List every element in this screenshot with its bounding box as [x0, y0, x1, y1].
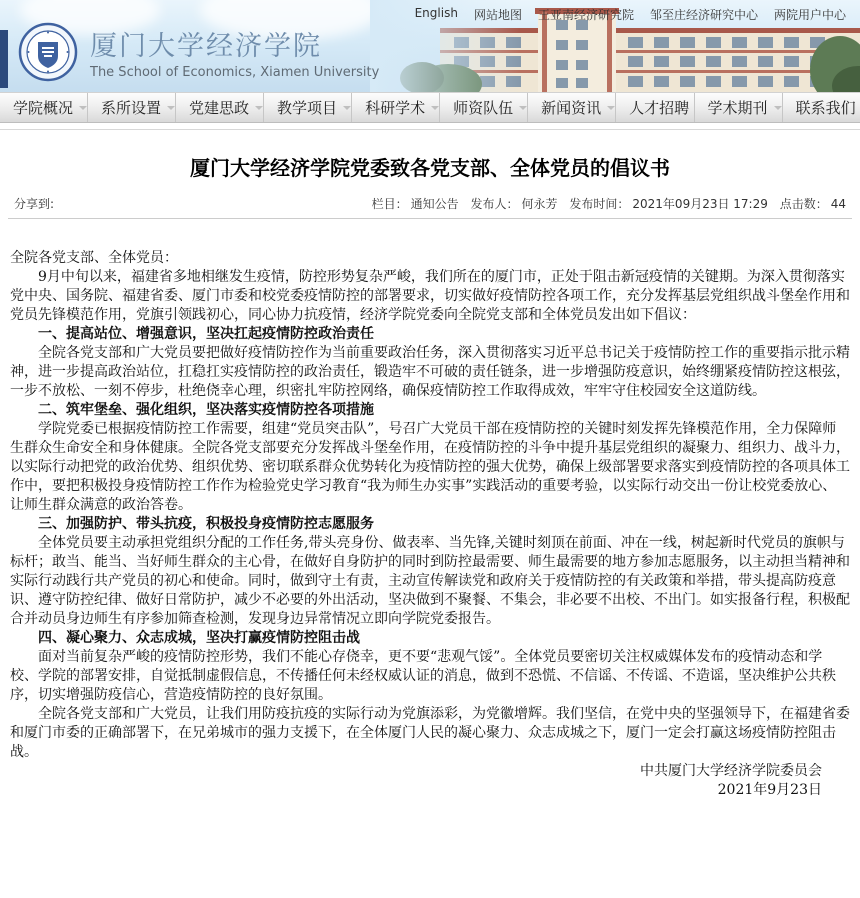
nav-item-programs[interactable] — [263, 93, 351, 122]
section-2-body: 学院党委已根据疫情防控工作需要，组建“党员突击队”，号召广大党员干部在疫情防控的关键时刻发挥先锋模范作用，全力保障师生群众生命安全和身体健康。全院各党支部要充分发挥战斗堡垒作用，在疫情防控的斗争中提升基层党组织的凝聚力、组织力、战斗力，以实际行动把党的政治优势、组织优势、密切联系群众优势转化为疫情防控的强大优势，确保上级部署要求落实到疫情防控的各项具体工作中，要把积极投身疫情防控工作作为检验党史学习教育“我为师生办实事”实践活动的重要考验，以实际行动交出一份让校党委放心、让师生群众满意的政治答卷。 — [10, 421, 850, 513]
nav-item-label: 学术期刊 — [707, 99, 768, 117]
closing-paragraph: 全院各党支部和广大党员，让我们用防疫抗疫的实际行动为党旗添彩，为党徽增辉。我们坚信，在党中央的坚强领导下，在福建省委和厦门市委的正确部署下，在兄弟城市的强力支援下，在全体厦门人民的凝心聚力、众志成城之下，厦门一定会打赢这场疫情防控阻击战。 — [10, 706, 850, 760]
salutation: 全院各党支部、全体党员： — [10, 250, 178, 266]
topbar-link-wise-institute[interactable]: 王亚南经济研究院 — [537, 8, 634, 22]
intro-paragraph: 9月中旬以来，福建省多地相继发生疫情，防控形势复杂严峻，我们所在的厦门市，正处于阻击新冠疫情的关键期。为深入贯彻落实党中央、国务院、福建省委、厦门市委和校党委疫情防控的部署要求，切实做好疫情防控各项工作，充分发挥基层党组织战斗堡垒作用和党员先锋模范作用，党旗引领践初心，同心协力抗疫情，经济学院党委向全院党支部和全体党员发出如下倡议： — [10, 269, 850, 323]
chevron-down-icon — [79, 106, 87, 110]
topbar-links — [415, 6, 846, 23]
nav-item-contact[interactable] — [782, 93, 860, 122]
meta-publisher-value: 何永芳 — [521, 197, 558, 211]
nav-item-party-building[interactable] — [175, 93, 263, 122]
meta-time-label: 发布时间： — [569, 197, 630, 211]
site-title: 厦门大学经济学院 — [90, 31, 322, 62]
chevron-down-icon — [167, 106, 175, 110]
main-nav — [0, 92, 860, 123]
article-body — [8, 249, 852, 800]
nav-item-label: 人才招聘 — [629, 99, 690, 117]
section-3-heading: 三、加强防护、带头抗疫，积极投身疫情防控志愿服务 — [38, 516, 374, 532]
site-header — [0, 0, 860, 92]
nav-item-label: 党建思政 — [189, 99, 250, 117]
article-meta — [364, 195, 846, 212]
meta-hits-value: 44 — [830, 197, 846, 211]
chevron-down-icon — [255, 106, 263, 110]
chevron-down-icon — [774, 106, 782, 110]
chevron-down-icon — [607, 106, 615, 110]
nav-item-label: 学院概况 — [13, 99, 74, 117]
article-title: 厦门大学经济学院党委致各党支部、全体党员的倡议书 — [190, 156, 670, 180]
article-content — [0, 129, 860, 800]
nav-item-news[interactable] — [527, 93, 615, 122]
meta-time-value: 2021年09月23日 17:29 — [632, 197, 768, 211]
topbar-link-chow-center[interactable]: 邹至庄经济研究中心 — [649, 8, 758, 22]
chevron-down-icon — [343, 106, 351, 110]
meta-hits-label: 点击数： — [779, 197, 828, 211]
nav-item-label: 新闻资讯 — [541, 99, 602, 117]
nav-item-faculty[interactable] — [439, 93, 527, 122]
section-4-body: 面对当前复杂严峻的疫情防控形势，我们不能心存侥幸，更不要“悲观气馁”。全体党员要密切关注权威媒体发布的疫情动态和学校、学院的部署安排，自觉抵制虚假信息，不传播任何未经权威认证的消息，做到不恐慌、不信谣、不传谣、不造谣，坚决维护公共秩序，切实增强防疫信心，营造疫情防控的良好氛围。 — [10, 649, 836, 703]
meta-column-value: 通知公告 — [410, 197, 459, 211]
section-4-heading: 四、凝心聚力、众志成城，坚决打赢疫情防控阻击战 — [38, 630, 360, 646]
nav-item-label: 系所设置 — [101, 99, 162, 117]
section-2-heading: 二、筑牢堡垒、强化组织，坚决落实疫情防控各项措施 — [38, 402, 374, 418]
meta-column-label: 栏目： — [371, 197, 408, 211]
article-meta-row — [8, 195, 852, 212]
nav-item-journals[interactable] — [694, 93, 782, 122]
banner-left-accent — [0, 30, 8, 88]
section-3-body: 全体党员要主动承担党组织分配的工作任务,带头亮身份、做表率、当先锋,关键时刻顶在前面、冲在一线，树起新时代党员的旗帜与标杆；敢当、能当、当好师生群众的主心骨，在做好自身防护的同时到防控最需要、师生最需要的地方参加志愿服务，以主动担当精神和实际行动践行共产党员的初心和使命。同时，做到守土有责，主动宣传解读党和政府关于疫情防控的有关政策和举措，带头提高防疫意识、遵守防控纪律、做好日常防护，减少不必要的外出活动，坚决做到不聚餐、不集会，非必要不出校、不出门。如实报备行程，积极配合并动员身边师生有序参加筛查检测，发现身边异常情况立即向学院党委报告。 — [10, 535, 850, 627]
signature-date: 2021年9月23日 — [717, 782, 822, 798]
chevron-down-icon — [519, 106, 527, 110]
chevron-down-icon — [431, 106, 439, 110]
topbar-link-sitemap[interactable]: 网站地图 — [473, 8, 522, 22]
section-1-body: 全院各党支部和广大党员要把做好疫情防控作为当前重要政治任务，深入贯彻落实习近平总书记关于疫情防控工作的重要指示批示精神，进一步提高政治站位，扛稳扛实疫情防控的政治责任，锻造牢不可破的责任链条，进一步增强防疫意识，始终绷紧疫情防控这根弦，一步不放松、一刻不停步，杜绝侥幸心理，织密扎牢防控网络，确保疫情防控工作取得成效，牢牢守住校园安全这道防线。 — [10, 345, 850, 399]
nav-item-recruitment[interactable] — [615, 93, 693, 122]
signature: 中共厦门大学经济学院委员会 — [640, 763, 822, 779]
brand — [18, 22, 379, 82]
nav-item-label: 师资队伍 — [453, 99, 514, 117]
nav-item-label: 教学项目 — [277, 99, 338, 117]
nav-item-research[interactable] — [351, 93, 439, 122]
nav-item-label: 联系我们 — [795, 99, 856, 117]
share-label[interactable]: 分享到: — [14, 197, 55, 211]
site-subtitle: The School of Economics, Xiamen University — [90, 65, 380, 80]
topbar-link-user-center[interactable]: 两院用户中心 — [773, 8, 846, 22]
topbar-link-english[interactable]: English — [414, 6, 458, 20]
section-1-heading: 一、提高站位、增强意识，坚决扛起疫情防控政治责任 — [38, 326, 374, 342]
meta-publisher-label: 发布人： — [470, 197, 519, 211]
divider — [8, 218, 852, 219]
university-emblem-logo[interactable] — [18, 22, 78, 82]
nav-item-overview[interactable] — [0, 93, 87, 122]
nav-item-departments[interactable] — [87, 93, 175, 122]
nav-item-label: 科研学术 — [365, 99, 426, 117]
